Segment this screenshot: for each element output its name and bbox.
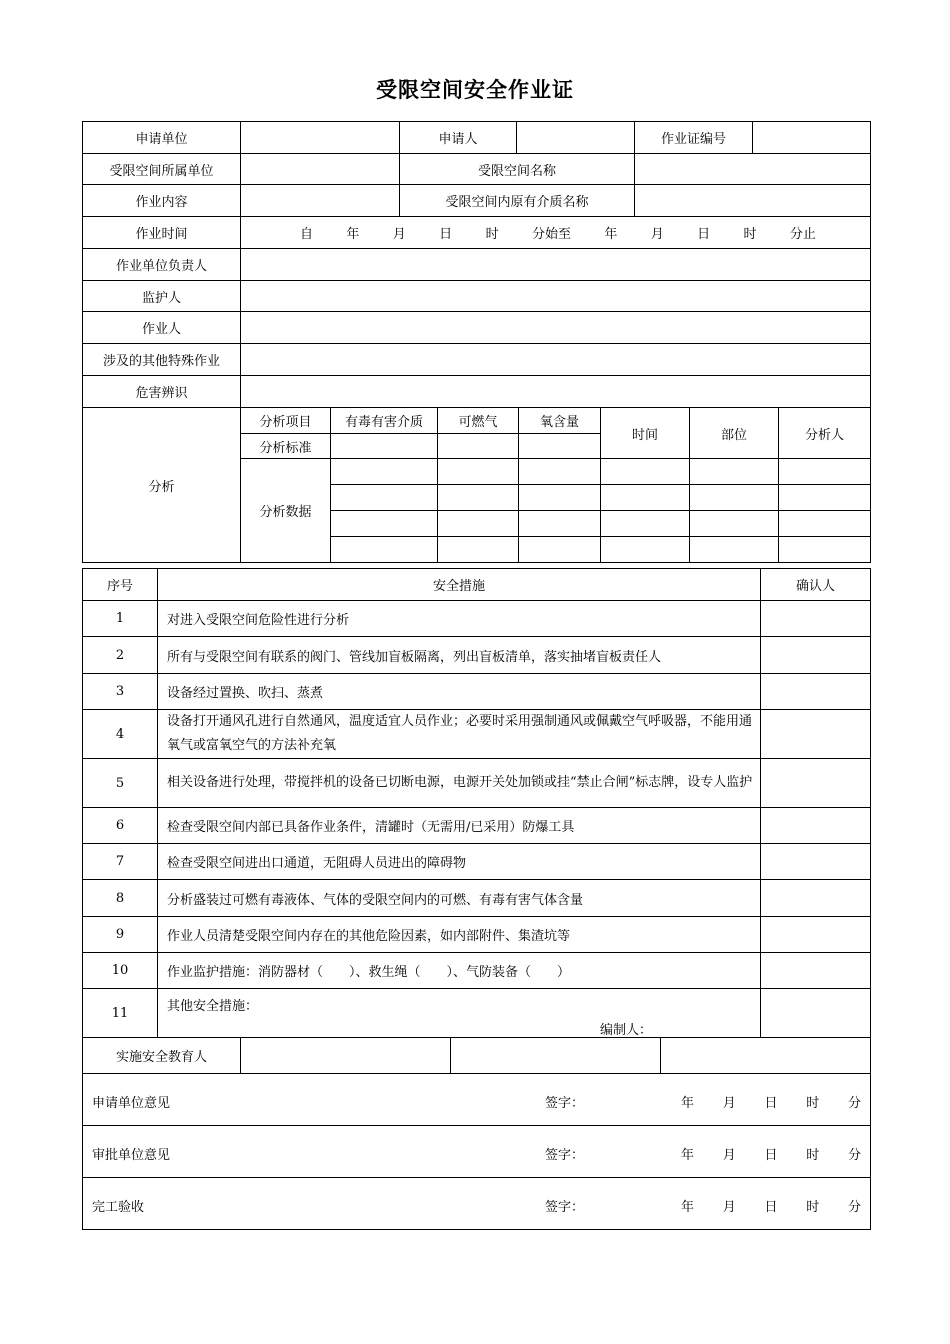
analysis-col-toxic: 有毒有害介质 — [331, 408, 438, 434]
data-cell[interactable] — [519, 511, 601, 537]
space-name-field[interactable] — [635, 154, 871, 185]
analysis-col-combustible: 可燃气 — [438, 408, 519, 434]
space-owner-label: 受限空间所属单位 — [83, 154, 241, 185]
data-cell[interactable] — [601, 485, 690, 511]
time-part: 时 — [743, 227, 757, 242]
confirm-cell[interactable] — [761, 880, 871, 917]
date-part: 年 — [681, 1200, 695, 1215]
permit-no-label: 作业证编号 — [635, 122, 753, 154]
data-cell[interactable] — [779, 537, 871, 563]
measure-no: 8 — [83, 880, 158, 917]
confirm-cell[interactable] — [761, 674, 871, 710]
confirm-cell[interactable] — [761, 917, 871, 953]
education-field[interactable] — [451, 1038, 661, 1074]
confirm-cell[interactable] — [761, 989, 871, 1038]
measures-table — [82, 568, 871, 1038]
approval-label: 申请单位意见 — [92, 1096, 171, 1111]
time-part: 时 — [485, 227, 499, 242]
other-special-field[interactable] — [241, 344, 871, 376]
info-table — [82, 121, 871, 408]
approval-row[interactable] — [83, 1074, 871, 1126]
date-part: 日 — [764, 1148, 778, 1163]
original-medium-field[interactable] — [635, 185, 871, 217]
work-content-field[interactable] — [241, 185, 400, 217]
analysis-data-label: 分析数据 — [241, 459, 331, 563]
confirm-cell[interactable] — [761, 601, 871, 637]
measure-text: 设备打开通风孔进行自然通风，温度适宜人员作业；必要时采用强制通风或佩戴空气呼吸器，不能用通氧气或富氧空气的方法补充氧 — [158, 710, 761, 759]
data-cell[interactable] — [519, 459, 601, 485]
table-row — [83, 880, 871, 917]
seq-header: 序号 — [83, 569, 158, 601]
data-cell[interactable] — [331, 485, 438, 511]
standard-cell[interactable] — [438, 434, 519, 459]
time-part: 分止 — [789, 227, 816, 242]
measure-no: 5 — [83, 759, 158, 808]
confirm-cell[interactable] — [761, 759, 871, 808]
analysis-col-oxygen: 氧含量 — [519, 408, 601, 434]
date-part: 月 — [722, 1200, 736, 1215]
data-cell[interactable] — [690, 485, 779, 511]
work-time-field[interactable] — [241, 217, 871, 249]
table-row — [83, 601, 871, 637]
table-row — [83, 808, 871, 844]
confirm-cell[interactable] — [761, 953, 871, 989]
data-cell[interactable] — [331, 537, 438, 563]
sign-label: 签字： — [545, 1148, 585, 1163]
date-part: 时 — [806, 1096, 820, 1111]
sign-label: 签字： — [545, 1200, 585, 1215]
confirm-cell[interactable] — [761, 637, 871, 674]
measure-no: 9 — [83, 917, 158, 953]
applicant-unit-label: 申请单位 — [83, 122, 241, 154]
measure-no: 4 — [83, 710, 158, 759]
measure-text: 作业人员清楚受限空间内存在的其他危险因素，如内部附件、集渣坑等 — [158, 917, 761, 953]
measure-no: 11 — [83, 989, 158, 1038]
other-measures-label: 其他安全措施： — [167, 999, 259, 1014]
analysis-time-header: 时间 — [601, 408, 690, 459]
data-cell[interactable] — [331, 459, 438, 485]
applicant-label: 申请人 — [400, 122, 517, 154]
worker-field[interactable] — [241, 312, 871, 344]
date-part: 月 — [722, 1096, 736, 1111]
guardian-field[interactable] — [241, 281, 871, 312]
table-row — [83, 637, 871, 674]
other-measures-cell[interactable] — [158, 989, 761, 1038]
education-label: 实施安全教育人 — [83, 1038, 241, 1074]
time-part: 年 — [346, 227, 360, 242]
measure-no: 6 — [83, 808, 158, 844]
date-part: 分 — [847, 1148, 861, 1163]
data-cell[interactable] — [438, 485, 519, 511]
data-cell[interactable] — [438, 511, 519, 537]
table-row — [83, 759, 871, 808]
table-row — [83, 917, 871, 953]
data-cell[interactable] — [438, 459, 519, 485]
data-cell[interactable] — [519, 537, 601, 563]
measure-text: 检查受限空间内部已具备作业条件，清罐时（无需用/已采用）防爆工具 — [158, 808, 761, 844]
measure-no: 1 — [83, 601, 158, 637]
date-part: 日 — [764, 1096, 778, 1111]
education-field[interactable] — [661, 1038, 871, 1074]
measure-no: 2 — [83, 637, 158, 674]
measure-no: 3 — [83, 674, 158, 710]
date-part: 分 — [847, 1200, 861, 1215]
data-cell[interactable] — [779, 485, 871, 511]
date-part: 月 — [722, 1148, 736, 1163]
data-cell[interactable] — [601, 537, 690, 563]
date-part: 年 — [681, 1148, 695, 1163]
approval-table — [82, 1073, 871, 1230]
measure-text: 所有与受限空间有联系的阀门、管线加盲板隔离，列出盲板清单，落实抽堵盲板责任人 — [158, 637, 761, 674]
work-time-label: 作业时间 — [83, 217, 241, 249]
time-part: 日 — [439, 227, 453, 242]
work-leader-label: 作业单位负责人 — [83, 249, 241, 281]
data-cell[interactable] — [690, 537, 779, 563]
data-cell[interactable] — [779, 459, 871, 485]
confirm-cell[interactable] — [761, 844, 871, 880]
measure-text: 相关设备进行处理，带搅拌机的设备已切断电源，电源开关处加锁或挂“禁止合闸”标志牌，设专人监护 — [158, 759, 761, 808]
analysis-analyst-header: 分析人 — [779, 408, 871, 459]
data-cell[interactable] — [438, 537, 519, 563]
approval-row[interactable] — [83, 1178, 871, 1230]
data-cell[interactable] — [690, 511, 779, 537]
applicant-unit-field[interactable] — [241, 122, 400, 154]
time-part: 月 — [392, 227, 406, 242]
measure-no: 7 — [83, 844, 158, 880]
education-field[interactable] — [241, 1038, 451, 1074]
measure-text: 作业监护措施：消防器材（ ）、救生绳（ ）、气防装备（ ） — [158, 953, 761, 989]
space-name-label: 受限空间名称 — [400, 154, 635, 185]
guardian-label: 监护人 — [83, 281, 241, 312]
measure-text: 对进入受限空间危险性进行分析 — [158, 601, 761, 637]
table-row — [83, 953, 871, 989]
time-part: 年 — [604, 227, 618, 242]
analysis-table — [82, 407, 871, 563]
confirm-cell[interactable] — [761, 710, 871, 759]
date-part: 日 — [764, 1200, 778, 1215]
confirm-header: 确认人 — [761, 569, 871, 601]
data-cell[interactable] — [601, 511, 690, 537]
editor-label: 编制人： — [600, 1023, 653, 1038]
permit-no-field[interactable] — [753, 122, 871, 154]
time-part: 自 — [300, 227, 314, 242]
sign-label: 签字： — [545, 1096, 585, 1111]
measure-text: 分析盛装过可燃有毒液体、气体的受限空间内的可燃、有毒有害气体含量 — [158, 880, 761, 917]
measure-no: 10 — [83, 953, 158, 989]
applicant-field[interactable] — [517, 122, 635, 154]
measure-header: 安全措施 — [158, 569, 761, 601]
approval-row[interactable] — [83, 1126, 871, 1178]
education-table — [82, 1037, 871, 1074]
worker-label: 作业人 — [83, 312, 241, 344]
time-part: 日 — [697, 227, 711, 242]
date-part: 分 — [847, 1096, 861, 1111]
other-special-label: 涉及的其他特殊作业 — [83, 344, 241, 376]
data-cell[interactable] — [779, 511, 871, 537]
hazard-id-label: 危害辨识 — [83, 376, 241, 408]
page-title: 受限空间安全作业证 — [376, 78, 574, 102]
original-medium-label: 受限空间内原有介质名称 — [400, 185, 635, 217]
analysis-item-label: 分析项目 — [241, 408, 331, 434]
data-cell[interactable] — [601, 459, 690, 485]
approval-label: 完工验收 — [92, 1200, 145, 1215]
date-part: 年 — [681, 1096, 695, 1111]
time-part: 分始至 — [531, 227, 571, 242]
table-row — [83, 674, 871, 710]
time-part: 月 — [650, 227, 664, 242]
analysis-standard-label: 分析标准 — [241, 434, 331, 459]
date-part: 时 — [806, 1200, 820, 1215]
measure-text: 检查受限空间进出口通道，无阻碍人员进出的障碍物 — [158, 844, 761, 880]
data-cell[interactable] — [331, 511, 438, 537]
data-cell[interactable] — [690, 459, 779, 485]
approval-label: 审批单位意见 — [92, 1148, 171, 1163]
table-row — [83, 710, 871, 759]
measure-text: 设备经过置换、吹扫、蒸煮 — [158, 674, 761, 710]
standard-cell[interactable] — [331, 434, 438, 459]
standard-cell[interactable] — [519, 434, 601, 459]
work-leader-field[interactable] — [241, 249, 871, 281]
confirm-cell[interactable] — [761, 808, 871, 844]
data-cell[interactable] — [519, 485, 601, 511]
analysis-label: 分析 — [83, 408, 241, 563]
table-row — [83, 844, 871, 880]
work-content-label: 作业内容 — [83, 185, 241, 217]
table-row — [83, 989, 871, 1038]
hazard-id-field[interactable] — [241, 376, 871, 408]
space-owner-field[interactable] — [241, 154, 400, 185]
date-part: 时 — [806, 1148, 820, 1163]
analysis-location-header: 部位 — [690, 408, 779, 459]
